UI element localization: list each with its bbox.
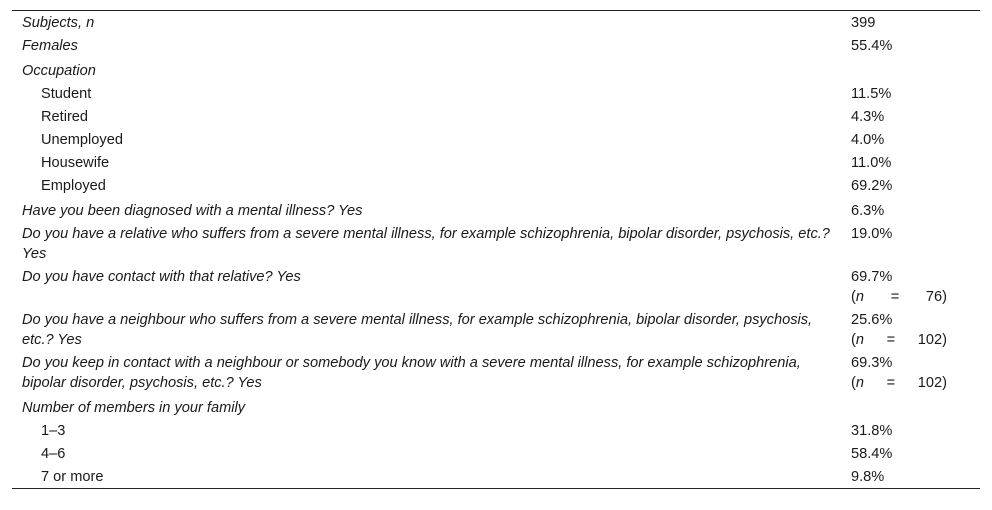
row-value: 31.8% (851, 423, 893, 439)
n-symbol: n (855, 332, 864, 348)
table-row-unemployed (12, 128, 980, 151)
row-value-cell (842, 351, 980, 394)
row-label: 7 or more (41, 469, 104, 485)
n-symbol: n (855, 289, 864, 305)
row-value: 4.0% (851, 132, 885, 148)
row-value: 399 (851, 15, 876, 31)
n-symbol: n (855, 375, 864, 391)
row-value-cell (842, 308, 980, 351)
sample-size-open: (n (851, 332, 864, 348)
table-row-retired (12, 105, 980, 128)
row-label: Do you have a neighbour who suffers from a severe mental illness, for example schizophrenia, bipolar disorder, psychosis, etc.? Yes (22, 312, 813, 348)
row-label: 1–3 (41, 423, 66, 439)
sample-size-value: 102) (917, 332, 947, 348)
row-label: Do you have a relative who suffers from a severe mental illness, for example schizophrenia, bipolar disorder, psychosis, etc.? Yes (22, 226, 830, 262)
row-label: Do you keep in contact with a neighbour or somebody you know with a severe mental illness, for example schizophrenia, bipolar disorder, psychosis, etc.? Yes (22, 355, 801, 391)
table-row-student (12, 82, 980, 105)
table-row-relative-contact (12, 265, 980, 308)
table-row-housewife (12, 151, 980, 174)
row-label: Retired (41, 109, 89, 125)
sample-size-equals: = (886, 332, 896, 348)
table-body (12, 11, 980, 488)
table-row-neighbour-contact (12, 351, 980, 394)
row-label: Housewife (41, 155, 110, 171)
row-value: 11.0% (851, 155, 892, 171)
row-value-cell (842, 265, 980, 308)
row-label: Do you have contact with that relative? Yes (22, 269, 301, 285)
table-row-family-header (12, 394, 980, 419)
row-label: Females (22, 38, 78, 54)
row-value: 9.8% (851, 469, 885, 485)
row-value (842, 394, 980, 419)
sample-size-value: 102) (917, 375, 947, 391)
sample-size-open: (n (851, 289, 864, 305)
table-row-family-4-6 (12, 442, 980, 465)
row-value: 4.3% (851, 109, 885, 125)
row-label: Have you been diagnosed with a mental illness? Yes (22, 203, 363, 219)
section-heading: Occupation (22, 63, 96, 79)
row-label: 4–6 (41, 446, 66, 462)
table-row-subjects (12, 11, 980, 34)
row-label: Unemployed (41, 132, 123, 148)
row-value: 69.3% (851, 355, 893, 371)
row-value (842, 57, 980, 82)
sample-size-open: (n (851, 375, 864, 391)
sample-size (851, 373, 947, 393)
row-value: 6.3% (851, 203, 885, 219)
row-value: 25.6% (851, 312, 893, 328)
table-row-family-1-3 (12, 419, 980, 442)
sample-size-equals: = (890, 289, 900, 305)
sample-size-equals: = (886, 375, 896, 391)
row-value: 58.4% (851, 446, 893, 462)
sample-size (851, 330, 947, 350)
row-label: Subjects, n (22, 15, 95, 31)
table-row-family-7-plus (12, 465, 980, 488)
sample-size (851, 287, 947, 307)
table-row-females (12, 34, 980, 57)
table-row-diagnosed (12, 197, 980, 222)
row-value: 69.7% (851, 269, 893, 285)
table-row-employed (12, 174, 980, 197)
row-value: 69.2% (851, 178, 893, 194)
table-row-relative (12, 222, 980, 265)
row-label: Student (41, 86, 92, 102)
section-heading: Number of members in your family (22, 400, 246, 416)
row-value: 19.0% (851, 226, 893, 242)
sample-size-value: 76) (925, 289, 947, 305)
demographics-table (12, 10, 980, 489)
row-label: Employed (41, 178, 106, 194)
row-value: 11.5% (851, 86, 892, 102)
row-value: 55.4% (851, 38, 893, 54)
table-row-neighbour (12, 308, 980, 351)
table-row-occupation-header (12, 57, 980, 82)
